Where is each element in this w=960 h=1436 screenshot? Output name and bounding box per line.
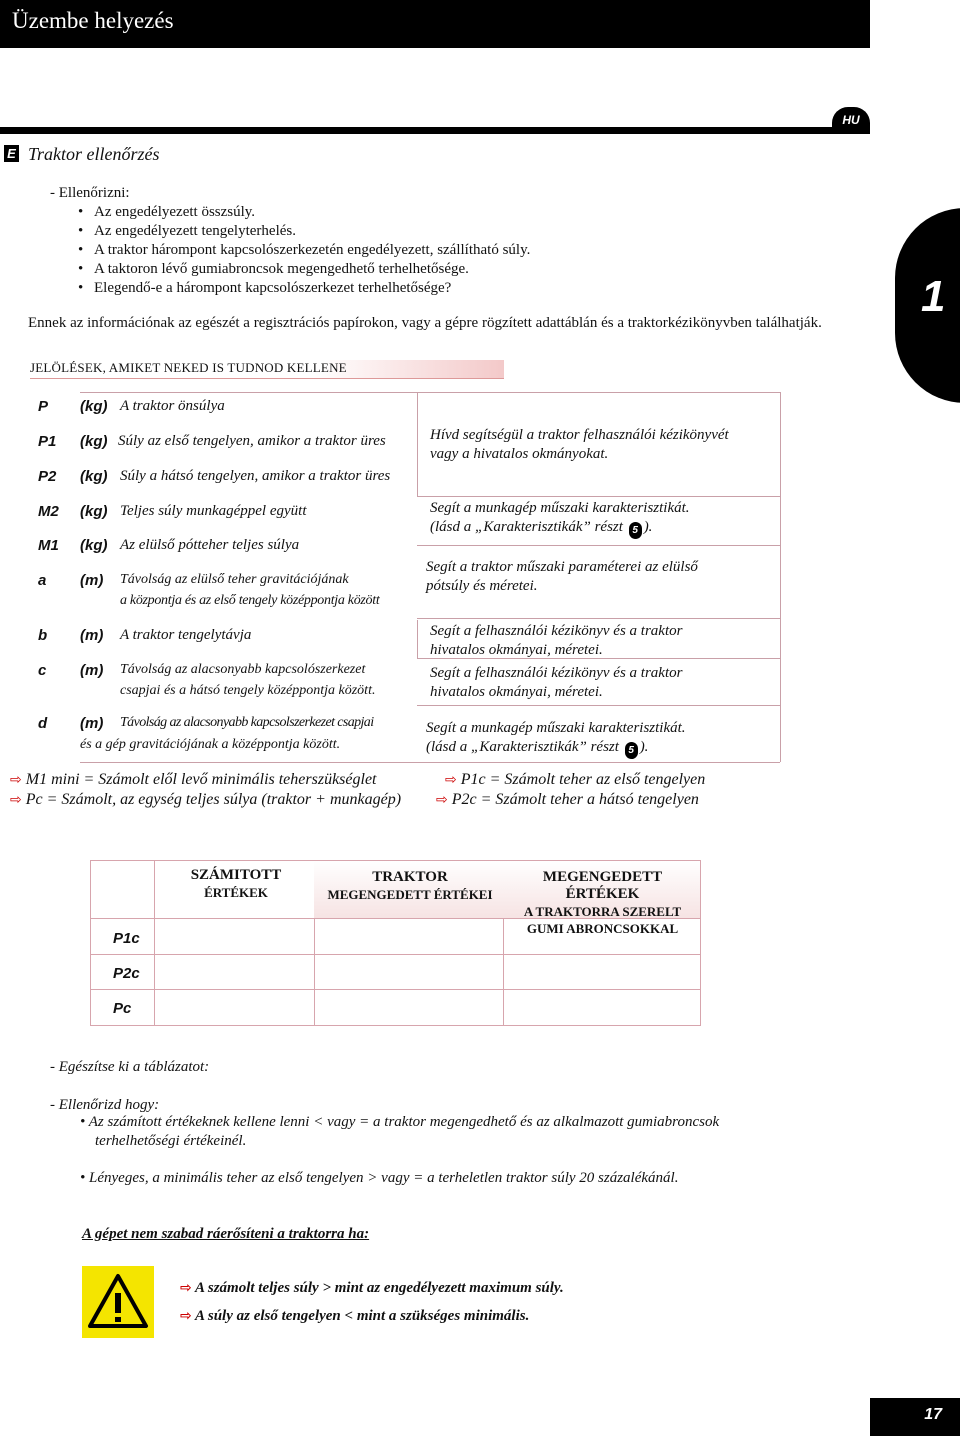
legend-title: JELÖLÉSEK, AMIKET NEKED IS TUDNOD KELLENE (30, 360, 504, 379)
chapter-number: 1 (921, 272, 946, 321)
symbol-desc: A traktor önsúlya (120, 398, 225, 414)
symbol-desc: Teljes súly munkagéppel együtt (120, 503, 307, 519)
symbol-unit: (kg) (80, 433, 108, 450)
symbol: c (38, 662, 47, 679)
fill-in-instruction: - Egészítse ki a táblázatot: (50, 1059, 210, 1075)
calc-line (445, 771, 705, 789)
symbol-desc: Távolság az elülső teher gravitációjának (120, 572, 349, 587)
note-line (426, 738, 686, 759)
header-text: MEGENGEDETT ÉRTÉKEK (542, 869, 663, 902)
note-3 (426, 558, 698, 596)
section-title: Traktor ellenőrzés (28, 144, 160, 164)
note-text: (lásd a „Karakterisztikák” részt (426, 739, 619, 755)
page-number-box (870, 1398, 960, 1436)
note-2 (430, 499, 690, 539)
verify-item: • Lényeges, a minimális teher az első tengelyen > vagy = a terheletlen traktor súly 20 százalékánál. (80, 1170, 679, 1186)
note-text: (lásd a „Karakterisztikák” részt (430, 519, 623, 535)
language-badge: HU (832, 107, 870, 134)
chapter-tab (895, 208, 960, 403)
header-tractor (317, 869, 503, 903)
table-border (417, 392, 780, 393)
header-calculated (181, 867, 291, 901)
symbol: M2 (38, 503, 59, 520)
header-tyres (505, 869, 700, 937)
check-item: • Az engedélyezett tengelyterhelés. (94, 222, 530, 241)
verify-text: Az számított értékeknek kellene lenni < vagy = a traktor megengedhető és az alkalmazott gumiabroncsok (88, 1114, 720, 1130)
table-divider (154, 861, 155, 1025)
note-line: Hívd segítségül a traktor felhasználói kézikönyvét (430, 427, 729, 443)
symbol-desc: A traktor tengelytávja (120, 627, 252, 643)
page-title: Üzembe helyezés (12, 8, 174, 33)
symbol: a (38, 572, 47, 589)
note-line: Segít a felhasználói kézikönyv és a traktor (430, 665, 683, 681)
note-line: hivatalos okmányai, méretei. (430, 684, 603, 700)
header-text: GUMI ABRONCSOKKAL (526, 921, 679, 936)
symbol-desc-cont: és a gép gravitációjának a középpontja között. (80, 737, 341, 752)
chapter-ref-icon: 5 (625, 742, 638, 759)
header-text: MEGENGEDETT ÉRTÉKEI (327, 887, 493, 902)
symbol-unit: (kg) (80, 503, 108, 520)
header-text: SZÁMITOTT (190, 867, 282, 883)
note-5 (430, 664, 682, 702)
note-line: Segít a traktor műszaki paraméterei az elülső (426, 559, 698, 575)
calc-text: Pc = Számolt, az egység teljes súlya (traktor + munkagép) (25, 791, 402, 808)
note-line: Segít a munkagép műszaki karakterisztikát. (426, 720, 686, 736)
calc-line (10, 771, 376, 789)
note-line (430, 518, 690, 539)
calc-text: P2c = Számolt teher a hátsó tengelyen (451, 791, 699, 808)
symbol-unit: (m) (80, 715, 104, 732)
check-item: • A taktoron lévő gumiabroncsok megengedhető terhelhetősége. (94, 260, 530, 279)
table-border (780, 392, 781, 762)
header-text: A TRAKTORRA SZERELT (523, 904, 682, 919)
page-number: 17 (924, 1406, 942, 1423)
warning-icon (82, 1266, 154, 1338)
note-line: Segít a munkagép műszaki karakterisztikát. (430, 500, 690, 516)
info-paragraph: Ennek az információnak az egészét a regisztrációs papírokon, vagy a gépre rögzített adattáblán és a traktorkézikönyvben találhatják. (28, 315, 822, 331)
symbol-unit: (m) (80, 627, 104, 644)
calc-line (436, 791, 699, 809)
chapter-ref-icon: 5 (629, 522, 642, 539)
verify-text: Lényeges, a minimális teher az első tengelyen > vagy = a terheletlen traktor súly 20 százalékánál. (89, 1170, 679, 1186)
note-text: ). (639, 739, 649, 755)
symbol: b (38, 627, 48, 644)
symbol-desc-cont: csapjai és a hátsó tengely középpontja között. (120, 683, 376, 698)
table-divider (417, 620, 418, 658)
row-label: P2c (113, 965, 140, 982)
note-1 (430, 426, 729, 464)
header-rule (0, 127, 870, 134)
arrow-right-icon: ⇨ (10, 792, 22, 808)
check-item: • Elegendő-e a hárompont kapcsolószerkezet terhelhetősége? (94, 279, 530, 298)
note-line: vagy a hivatalos okmányokat. (430, 446, 609, 462)
calc-text: P1c = Számolt teher az első tengelyen (460, 771, 706, 788)
table-row-line (417, 705, 780, 706)
table-row-line (91, 989, 700, 990)
verify-item: • Az számított értékeknek kellene lenni < vagy = a traktor megengedhető és az alkalmazott gumiabroncsok (80, 1114, 720, 1130)
warning-line (180, 1308, 529, 1325)
check-item: • Az engedélyezett összsúly. (94, 203, 530, 222)
check-list (50, 184, 530, 298)
table-row-line (417, 545, 780, 546)
table-border (80, 762, 780, 763)
symbol-desc: Súly az első tengelyen, amikor a traktor üres (118, 433, 386, 449)
header-text: ÉRTÉKEK (204, 885, 268, 900)
table-row-line (91, 954, 700, 955)
verify-intro: - Ellenőrizd hogy: (50, 1097, 160, 1113)
row-label: P1c (113, 930, 140, 947)
calc-line (10, 791, 401, 809)
warning-triangle-icon (82, 1266, 154, 1338)
arrow-right-icon: ⇨ (180, 1308, 192, 1324)
symbol-desc: Távolság az alacsonyabb kapcsolószerkezet (120, 662, 366, 677)
table-row-line (417, 496, 780, 497)
warning-text: A súly az első tengelyen < mint a szükséges minimális. (194, 1308, 530, 1324)
warning-title: A gépet nem szabad ráerősíteni a traktorra ha: (82, 1226, 370, 1242)
arrow-right-icon: ⇨ (436, 792, 448, 808)
warning-line (180, 1280, 564, 1297)
table-border (80, 392, 417, 393)
note-line: Segít a felhasználói kézikönyv és a traktor (430, 623, 683, 639)
symbol-desc: Az elülső pótteher teljes súlya (120, 537, 300, 553)
symbol-unit: (m) (80, 662, 104, 679)
header-text: TRAKTOR (372, 869, 448, 885)
symbol: P (38, 398, 49, 415)
arrow-right-icon: ⇨ (445, 772, 457, 788)
table-row-line (417, 618, 780, 619)
section-letter: E (4, 145, 19, 162)
symbol: d (38, 715, 48, 732)
symbol-desc: Súly a hátsó tengelyen, amikor a traktor üres (120, 468, 391, 484)
symbol-unit: (kg) (80, 398, 108, 415)
symbol-unit: (m) (80, 572, 104, 589)
calc-text: M1 mini = Számolt elől levő minimális teherszükséglet (25, 771, 377, 788)
arrow-right-icon: ⇨ (10, 772, 22, 788)
symbol-unit: (kg) (80, 468, 108, 485)
note-6 (426, 719, 686, 759)
table-divider (417, 392, 418, 497)
warning-text: A számolt teljes súly > mint az engedélyezett maximum súly. (194, 1280, 564, 1296)
note-line: pótsúly és méretei. (426, 578, 538, 594)
symbol: M1 (38, 537, 59, 554)
verify-item-cont: terhelhetőségi értékeinél. (95, 1133, 247, 1149)
note-line: hivatalos okmányai, méretei. (430, 642, 603, 658)
symbol: P1 (38, 433, 57, 450)
symbol: P2 (38, 468, 57, 485)
symbol-desc-cont: a központja és az első tengely középpontja között (120, 593, 380, 608)
row-label: Pc (113, 1000, 132, 1017)
values-table (90, 860, 701, 1026)
check-item: • A traktor hárompont kapcsolószerkezetén engedélyezett, szállítható súly. (94, 241, 530, 260)
note-4 (430, 622, 682, 660)
check-intro: - Ellenőrizni: (50, 185, 130, 201)
symbol-unit: (kg) (80, 537, 108, 554)
note-text: ). (643, 519, 653, 535)
header-bar (0, 0, 870, 48)
arrow-right-icon: ⇨ (180, 1280, 192, 1296)
symbol-desc: Távolság az alacsonyabb kapcsolszerkezet csapjai (120, 715, 374, 730)
